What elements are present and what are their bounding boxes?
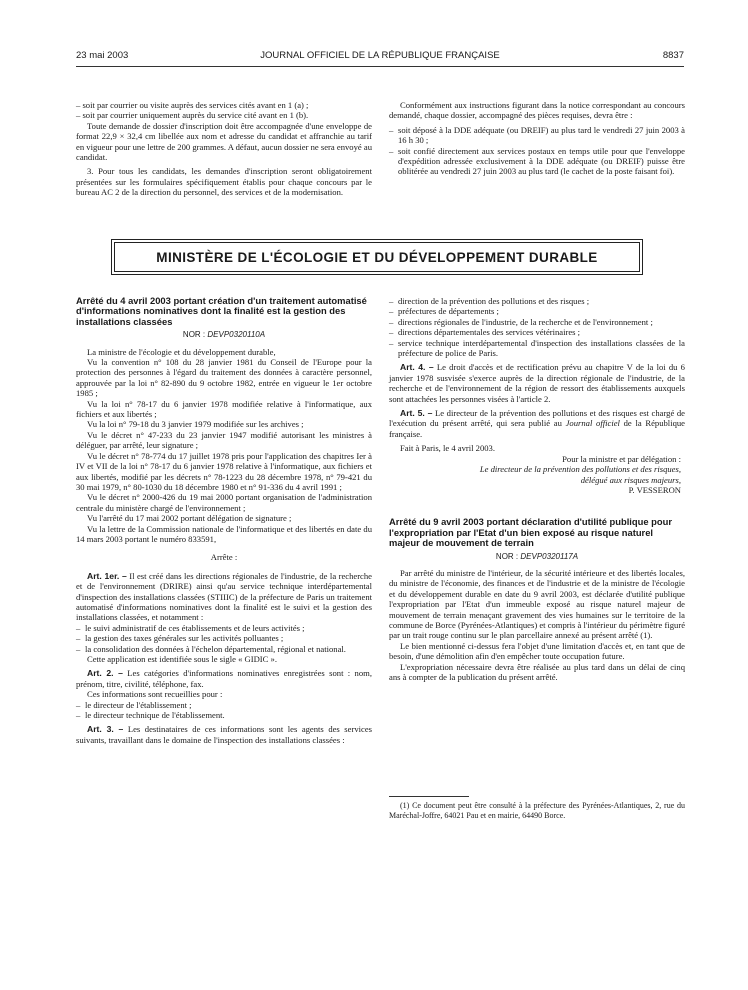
paragraph: La ministre de l'écologie et du développement durable, xyxy=(87,346,276,357)
list-item: – directions départementales des services vétérinaires ; xyxy=(389,327,685,337)
signature-delegation: Pour la ministre et par délégation : xyxy=(562,453,681,464)
footnote-rule xyxy=(389,796,469,797)
article-label: Art. 2. – xyxy=(87,668,123,679)
list-item: – la consolidation des données à l'échelon départemental, régional et national. xyxy=(76,644,372,654)
paragraph: Vu le décret n° 2000-426 du 19 mai 2000 portant organisation de l'administration centrale du ministère chargé de l'environnement ; xyxy=(76,492,372,513)
paragraph: Ces informations sont recueillies pour : xyxy=(87,689,223,700)
header-journal-title: JOURNAL OFFICIEL DE LA RÉPUBLIQUE FRANÇAISE xyxy=(260,50,500,61)
header-date: 23 mai 2003 xyxy=(76,50,129,61)
top-right-column xyxy=(389,100,685,177)
nor-reference xyxy=(76,330,372,340)
paragraph: Vu l'arrêté du 17 mai 2002 portant délégation de signature ; xyxy=(87,513,292,524)
footnote-text: (1) Ce document peut être consulté à la préfecture des Pyrénées-Atlantiques, 2, rue du Maréchal-Joffre, 64021 Pau et en mairie, 64490 Borce. xyxy=(389,801,685,820)
left-column xyxy=(76,296,372,745)
done-at: Fait à Paris, le 4 avril 2003. xyxy=(400,443,495,454)
article-label: Art. 3. – xyxy=(87,724,124,735)
page-header xyxy=(76,50,684,64)
paragraph: Vu la loi n° 78-17 du 6 janvier 1978 modifiée relative à l'informatique, aux fichiers et aux libertés ; xyxy=(76,398,372,420)
list-item: – la gestion des taxes générales sur les activités polluantes ; xyxy=(76,633,372,643)
paragraph: Vu la convention n° 108 du 28 janvier 1981 du Conseil de l'Europe pour la protection des personnes à l'égard du traitement des données à caractère personnel, approuvée par la loi n° 82-890 du 9 octobre 1982, entrée en vigueur le 1er octobre 1985 ; xyxy=(76,357,372,399)
right-column xyxy=(389,296,685,682)
header-page-number: 8837 xyxy=(662,50,684,61)
paragraph: 3. Pour tous les candidats, les demandes d'inscription seront obligatoirement présentées sur les formulaires spécifiquement établis pour chaque concours par le bureau AC 2 de la direction du personnel, des services et de la modernisation. xyxy=(76,166,372,198)
list-item: – soit déposé à la DDE adéquate (ou DREIF) au plus tard le vendredi 27 juin 2003 à 16 h 30 ; xyxy=(389,125,685,146)
header-rule xyxy=(76,66,684,67)
paragraph: L'expropriation nécessaire devra être réalisée au plus tard dans un délai de cinq ans à compter de la publication du présent arrêté. xyxy=(389,661,685,682)
article-text: Le directeur de la prévention des pollutions et des risques est chargé de l'exécution du présent arrêté, qui sera publié au xyxy=(389,408,685,429)
list-item: – le directeur de l'établissement ; xyxy=(76,700,372,710)
article-text: Le droit d'accès et de rectification prévu au chapitre V de la loi du 6 janvier 1978 susvisée s'exerce auprès de la direction régionale de l'industrie, de la recherche et de l'environnement de la région de ressort des établissements auxquels sont attachées les personnes visées à l'article 2. xyxy=(389,362,685,404)
list-item: – préfectures de départements ; xyxy=(389,306,685,316)
nor-label: NOR : xyxy=(182,330,206,340)
signature-name: P. VESSERON xyxy=(628,484,681,495)
nor-code: DEVP0320117A xyxy=(520,551,579,561)
paragraph: Le bien mentionné ci-dessus fera l'objet d'une limitation d'accès et, en tant que de besoin, d'une démolition afin d'en empêcher toute occupation future. xyxy=(389,640,685,662)
paragraph: Vu la lettre de la Commission nationale de l'informatique et des libertés en date du 14 mars 2003 portant le numéro 833591, xyxy=(76,523,372,544)
arrete-word: Arrête : xyxy=(210,552,238,563)
journal-name: Journal officiel xyxy=(565,418,620,429)
list-item: – le suivi administratif de ces établissements et de leurs activités ; xyxy=(76,623,372,633)
article-text: Il est créé dans les directions régionales de l'industrie, de la recherche et de l'environnement (DRIRE) ainsi qu'au service technique interdépartemental d'inspection des installations classées (STIIIC) de la préfecture de Paris un traitement automatisé d'informations nominatives dont la finalité est le suivi et la gestion des installations classées, et notamment : xyxy=(76,570,372,623)
list-item: – soit confié directement aux services postaux en temps utile pour que l'enveloppe d'expédition adressée exclusivement à la DDE adéquate (ou DREIF) puisse être oblitérée au vendredi 27 juin 2003 au plus tard (le cachet de la poste faisant foi). xyxy=(389,146,685,177)
top-left-column xyxy=(76,100,372,198)
article-text: Les destinataires de ces informations sont les agents des services suivants, travaillant dans le domaine de l'inspection des installations classées : xyxy=(76,724,372,745)
paragraph: Vu le décret n° 78-774 du 17 juillet 1978 pris pour l'application des chapitres Ier à IV et VII de la loi n° 78-17 du 6 janvier 1978 relative à l'informatique, aux fichiers et aux libertés, modifié par les décrets n° 78-1223 du 28 décembre 1978, n° 79-421 du 30 mai 1979, n° 80-1030 du 18 décembre 1980 et n° 91-336 du 4 avril 1991 ; xyxy=(76,450,372,492)
nor-label: NOR : xyxy=(495,551,519,561)
ministry-banner: MINISTÈRE DE L'ÉCOLOGIE ET DU DÉVELOPPEMENT DURABLE xyxy=(114,242,640,272)
list-item: – directions régionales de l'industrie, de la recherche et de l'environnement ; xyxy=(389,317,685,327)
nor-reference xyxy=(389,552,685,562)
paragraph: Vu le décret n° 47-233 du 23 janvier 1947 modifié autorisant les ministres à déléguer, par arrêté, leur signature ; xyxy=(76,429,372,451)
arrete-title: Arrêté du 4 avril 2003 portant création d'un traitement automatisé d'informations nominatives dont la finalité est la gestion des installations classées xyxy=(76,295,367,327)
paragraph: Conformément aux instructions figurant dans la notice correspondant au concours demandé, chaque dossier, accompagné des pièces requises, devra être : xyxy=(389,100,685,121)
paragraph: Cette application est identifiée sous le sigle « GIDIC ». xyxy=(87,654,277,664)
article-label: Art. 4. – xyxy=(400,362,434,373)
list-item: – direction de la prévention des pollutions et des risques ; xyxy=(389,296,685,306)
list-item: – le directeur technique de l'établissement. xyxy=(76,710,372,720)
article-label: Art. 1er. – xyxy=(87,570,127,581)
signature-title: Le directeur de la prévention des pollutions et des risques, délégué aux risques majeurs, xyxy=(479,464,681,485)
paragraph: Toute demande de dossier d'inscription doit être accompagnée d'une enveloppe de format 22,9 × 32,4 cm libellée aux nom et adresse du candidat et affranchie au tarif en vigueur pour une lettre de 200 grammes. A défaut, aucun dossier ne sera envoyé au candidat. xyxy=(76,120,372,163)
paragraph: – soit par courrier ou visite auprès des services cités avant en 1 (a) ; xyxy=(76,100,309,110)
article-text: de la République française. xyxy=(389,418,685,439)
nor-code: DEVP0320110A xyxy=(207,330,266,340)
list-item: – service technique interdépartemental d'inspection des installations classées de la préfecture de police de Paris. xyxy=(389,338,685,359)
footnote xyxy=(389,801,685,820)
article-text: Les catégories d'informations nominatives enregistrées sont : nom, prénom, titre, civilité, téléphone, fax. xyxy=(76,668,372,689)
paragraph: – soit par courrier uniquement auprès du service cité avant en 1 (b). xyxy=(76,110,309,121)
paragraph: Vu la loi n° 79-18 du 3 janvier 1979 modifiée sur les archives ; xyxy=(87,419,304,430)
article-label: Art. 5. – xyxy=(400,408,433,419)
arrete-title: Arrêté du 9 avril 2003 portant déclaration d'utilité publique pour l'expropriation par l'Etat d'un bien exposé au risque naturel majeur de mouvement de terrain xyxy=(389,516,673,549)
paragraph: Par arrêté du ministre de l'intérieur, de la sécurité intérieure et des libertés locales, du ministre de l'économie, des finances et de l'industrie et de la ministre de l'écologie et du développement durable en date du 9 avril 2003, est déclarée d'utilité publique l'expropriation par l'Etat d'un immeuble exposé au risque naturel majeur de mouvement de terrain menaçant gravement des vies humaines sur le territoire de la commune de Borce (Pyrénées-Atlantiques) et compris à l'intérieur du périmètre figuré par un trait rouge continu sur le plan parcellaire annexé au présent arrêté (1). xyxy=(389,567,686,641)
